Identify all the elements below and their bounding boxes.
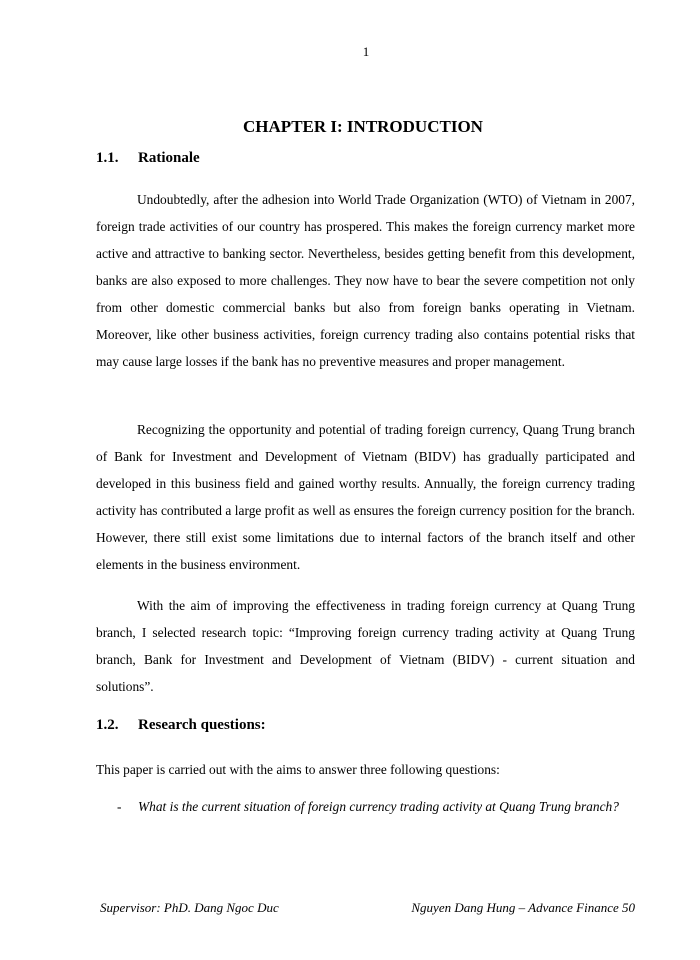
dash-bullet-icon: -: [117, 799, 122, 814]
rationale-paragraph-3: With the aim of improving the effectiveness in trading foreign currency at Quang Trung branch, I selected research topic: “Improving foreign currency trading activity at Quang Trung branch, Bank for Investment and Development of Vietnam (BIDV) - current situation and solutions”.: [96, 598, 635, 694]
research-questions-intro: This paper is carried out with the aims to answer three following questions:: [96, 762, 500, 777]
chapter-title: CHAPTER I: INTRODUCTION: [243, 117, 483, 136]
research-questions-list: [96, 793, 635, 820]
section-number: 1.1.: [96, 150, 119, 166]
section-title: Research questions:: [138, 717, 266, 733]
section-number: 1.2.: [96, 717, 119, 733]
section-heading-rationale: [96, 150, 200, 167]
rationale-paragraph-1: Undoubtedly, after the adhesion into World Trade Organization (WTO) of Vietnam in 2007, foreign trade activities of our country has prospered. This makes the foreign currency market more active and attractive to banking sector. Nevertheless, besides getting benefit from this development, banks are also exposed to more challenges. They now have to bear the severe competition not only from other domestic commercial banks but also from foreign banks operating in Vietnam. Moreover, like other business activities, foreign currency trading also contains potential risks that may cause large losses if the bank has no preventive measures and proper management.: [96, 192, 635, 369]
list-item-text: What is the current situation of foreign currency trading activity at Quang Trung branch?: [138, 799, 619, 814]
rationale-paragraph-2: Recognizing the opportunity and potential of trading foreign currency, Quang Trung branch of Bank for Investment and Development of Vietnam (BIDV) has gradually participated and developed in this business field and gained worthy results. Annually, the foreign currency trading activity has contributed a large profit as well as ensures the foreign currency position for the branch. However, there still exist some limitations due to internal factors of the branch itself and other elements in the business environment.: [96, 422, 635, 572]
section-title: Rationale: [138, 150, 200, 166]
list-item: [96, 793, 635, 820]
page-number: 1: [362, 44, 370, 59]
section-heading-research-questions: [96, 717, 266, 734]
footer-supervisor: Supervisor: PhD. Dang Ngoc Duc: [100, 900, 279, 915]
footer-author: Nguyen Dang Hung – Advance Finance 50: [411, 900, 635, 915]
